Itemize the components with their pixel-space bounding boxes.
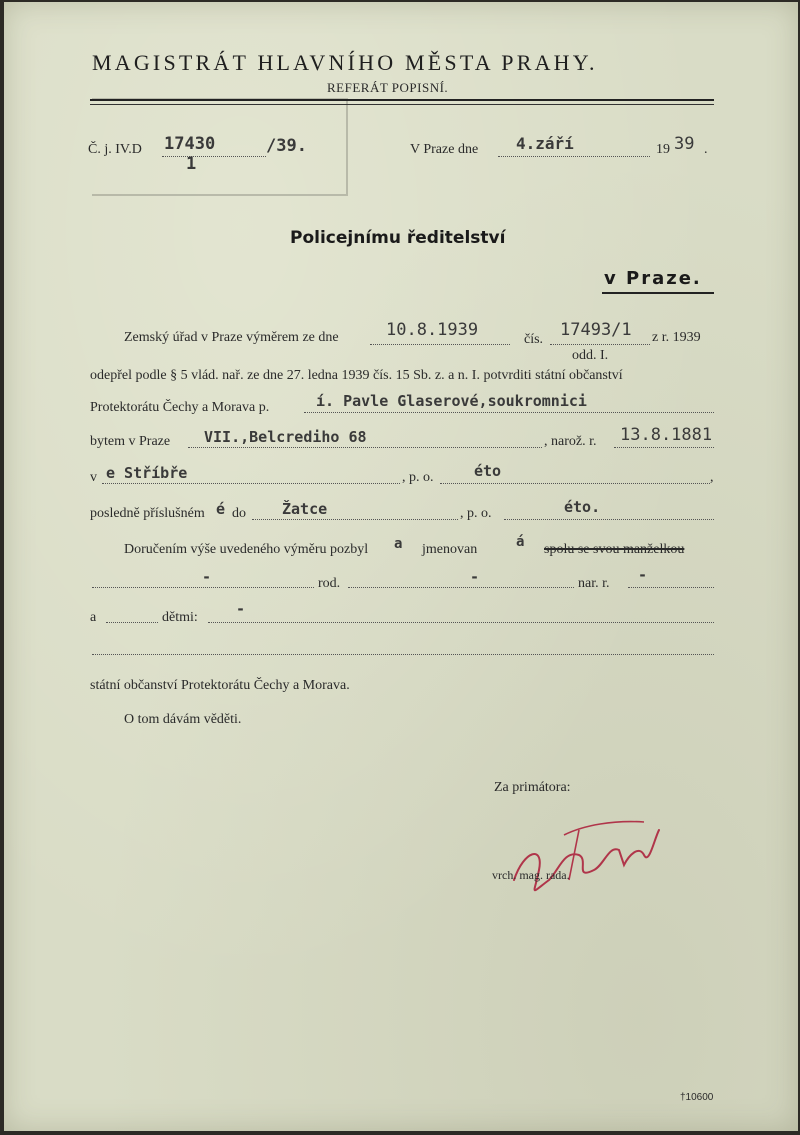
form-number: †10600 (680, 1092, 714, 1103)
residence-address: VII.,Belcrediho 68 (204, 428, 367, 446)
dotted-line (208, 622, 714, 623)
person-name: í. Pavle Glaserové,soukromnici (316, 392, 587, 410)
header-rule-thick (90, 99, 714, 101)
dotted-line (550, 344, 650, 345)
handwritten-signature (494, 810, 674, 900)
last-residence-place: Žatce (282, 500, 328, 518)
body-l1-b: čís. (524, 332, 544, 347)
body-l8-b: nar. r. (578, 576, 610, 591)
signatory-title: vrch. mag. rada. (492, 868, 570, 882)
addressee-line1: Policejnímu ředitelství (290, 228, 506, 248)
body-l8-dash1: - (202, 568, 212, 586)
dotted-line (304, 412, 714, 413)
year-dot: . (704, 142, 708, 157)
body-l1-a: Zemský úřad v Praze výměrem ze dne (124, 330, 339, 345)
struck-text: spolu se svou manželkou (544, 542, 685, 557)
dotted-line (504, 519, 714, 520)
reference-year-suffix: /39. (266, 136, 307, 156)
dotted-line (348, 587, 574, 588)
office-subtitle: REFERÁT POPISNÍ. (327, 80, 449, 95)
body-l9-b: dětmi: (162, 610, 198, 625)
body-l10: státní občanství Protektorátu Čechy a Morava. (90, 678, 350, 693)
reference-sub: 1 (186, 154, 197, 174)
body-l11: O tom dávám věděti. (124, 712, 242, 727)
place-label: V Praze dne (410, 142, 479, 157)
addressee-underline (602, 292, 714, 294)
dotted-line (162, 156, 266, 157)
reference-label: Č. j. IV.D (88, 142, 142, 157)
document-page (4, 2, 798, 1131)
body-l3-a: Protektorátu Čechy a Morava p. (90, 400, 270, 415)
signature-for-label: Za primátora: (494, 780, 571, 795)
body-l5-a: v (90, 470, 97, 485)
body-l6-b: do (232, 506, 246, 521)
body-l6-c: , p. o. (460, 506, 492, 521)
dotted-line (252, 519, 458, 520)
body-l6-correction: é (216, 500, 226, 518)
dotted-line (628, 587, 714, 588)
year-prefix: 19 (656, 142, 670, 157)
body-l7-a: Doručením výše uvedeného výměru pozbyl (124, 542, 369, 557)
body-l8-a: rod. (318, 576, 341, 591)
body-l1-c: z r. 1939 (652, 330, 701, 345)
dotted-line (92, 654, 714, 655)
dotted-line (614, 447, 714, 448)
reference-number: 17430 (164, 134, 216, 154)
body-l7-suffix1: a (394, 536, 403, 552)
dotted-line (188, 447, 542, 448)
body-l7-b: jmenovan (422, 542, 478, 557)
decision-number: 17493/1 (560, 320, 632, 340)
last-residence-district: éto. (564, 498, 601, 516)
decision-date: 10.8.1939 (386, 320, 479, 340)
addressee-line2: v Praze. (604, 268, 702, 289)
body-l8-dash2: - (470, 568, 480, 586)
document-date: 4.září (516, 134, 574, 153)
body-l5-comma: , (710, 470, 714, 485)
dotted-line (102, 483, 400, 484)
birth-district: éto (474, 462, 502, 480)
body-l4-a: bytem v Praze (90, 434, 171, 449)
birth-date: 13.8.1881 (620, 425, 713, 445)
dotted-line (498, 156, 650, 157)
body-l7-suffix2: á (516, 534, 525, 550)
body-l9-dash: - (236, 600, 246, 618)
body-l2: odepřel podle § 5 vlád. nař. ze dne 27. ledna 1939 čís. 15 Sb. z. a n. I. potvrditi státní občanství (90, 368, 623, 383)
body-l9-a: a (90, 610, 97, 625)
header-rule-thin (90, 104, 714, 105)
document-year: 39 (674, 134, 695, 154)
body-l6-a: posledně příslušném (90, 506, 205, 521)
dotted-line (106, 622, 158, 623)
office-title: MAGISTRÁT HLAVNÍHO MĚSTA PRAHY. (92, 50, 598, 75)
dotted-line (370, 344, 510, 345)
dotted-line (440, 483, 710, 484)
body-l8-dash3: - (638, 566, 648, 584)
body-l4-b: , narož. r. (544, 434, 597, 449)
body-l1-dept: odd. I. (572, 348, 609, 363)
body-l5-b: , p. o. (402, 470, 434, 485)
birth-place: e Stříbře (106, 464, 188, 482)
dotted-line (92, 587, 314, 588)
